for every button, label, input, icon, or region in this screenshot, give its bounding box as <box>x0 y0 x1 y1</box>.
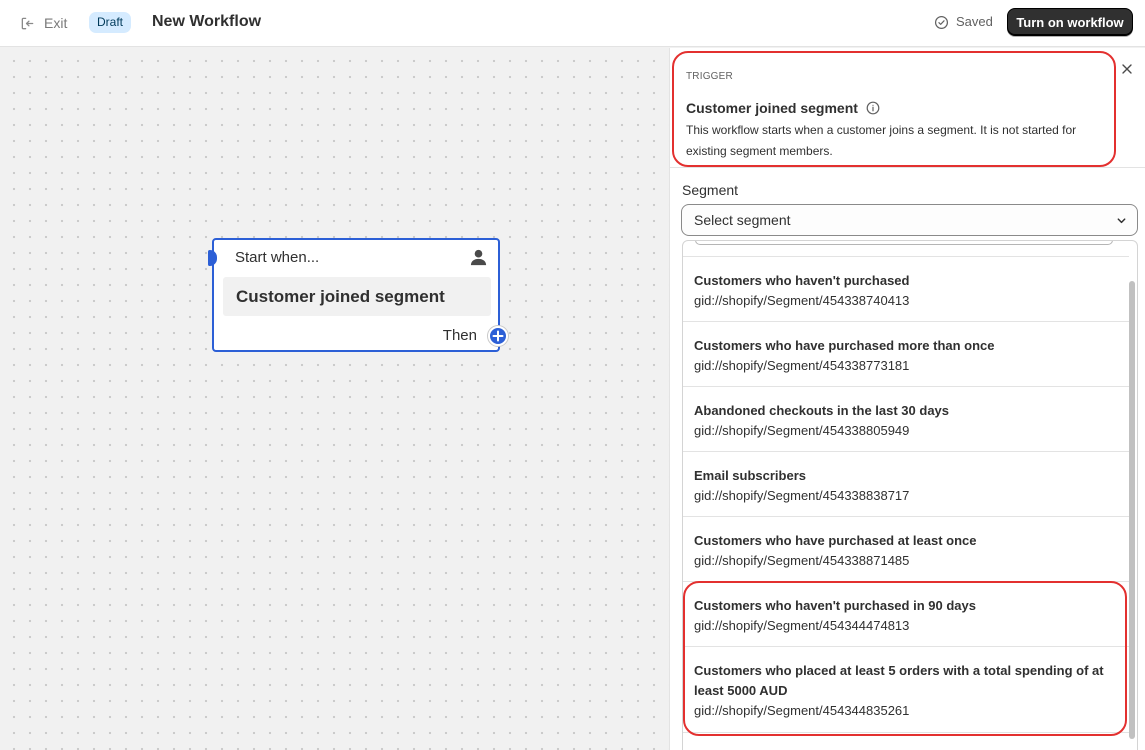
segment-option[interactable] <box>683 452 1129 517</box>
status-badge: Draft <box>89 12 131 33</box>
trigger-title-text: Customer joined segment <box>686 100 858 116</box>
person-icon <box>469 248 488 267</box>
dropdown-scrollbar[interactable] <box>1129 281 1135 739</box>
trigger-description: This workflow starts when a customer joins a segment. It is not started for existing segment members. <box>686 123 1077 158</box>
segment-option-name: Customers who have purchased at least once <box>694 533 977 548</box>
add-step-button[interactable] <box>488 326 508 346</box>
saved-indicator <box>934 13 993 31</box>
segment-option[interactable] <box>683 257 1129 322</box>
segment-list <box>683 257 1129 733</box>
segment-option-id: gid://shopify/Segment/454338805949 <box>694 423 910 438</box>
segment-option[interactable] <box>683 582 1129 647</box>
trigger-section-label: TRIGGER <box>686 71 733 82</box>
segment-option-id: gid://shopify/Segment/454344835261 <box>694 703 910 718</box>
segment-dropdown <box>682 240 1138 750</box>
trigger-node[interactable] <box>212 238 500 352</box>
node-input-connector <box>208 250 217 266</box>
turn-on-workflow-button[interactable]: Turn on workflow <box>1007 8 1133 36</box>
segment-option-id: gid://shopify/Segment/454338740413 <box>694 293 910 308</box>
node-then-label: Then <box>442 327 477 344</box>
segment-option-id: gid://shopify/Segment/454338773181 <box>694 358 910 373</box>
trigger-panel <box>669 48 1145 750</box>
segment-option-id: gid://shopify/Segment/454338871485 <box>694 553 910 568</box>
segment-select[interactable] <box>681 204 1138 236</box>
plus-icon <box>492 330 504 342</box>
panel-divider <box>670 167 1145 168</box>
trigger-title <box>686 100 880 116</box>
top-bar <box>0 0 1145 47</box>
segment-select-value: Select segment <box>694 212 791 228</box>
chevron-down-icon <box>1116 215 1127 226</box>
saved-label: Saved <box>956 14 993 29</box>
segment-option[interactable] <box>683 517 1129 582</box>
segment-option-name: Customers who placed at least 5 orders with a total spending of at least 5000 AUD <box>694 663 1104 698</box>
segment-option[interactable] <box>683 322 1129 387</box>
trigger-info-box <box>672 51 1116 167</box>
segment-option[interactable] <box>683 647 1129 733</box>
page-title: New Workflow <box>152 13 262 30</box>
segment-option[interactable] <box>683 387 1129 452</box>
node-trigger-label: Customer joined segment <box>223 277 491 316</box>
segment-option-id: gid://shopify/Segment/454338838717 <box>694 488 910 503</box>
segment-option-id: gid://shopify/Segment/454344474813 <box>694 618 910 633</box>
exit-label: Exit <box>44 15 68 31</box>
segment-label: Segment <box>682 182 739 198</box>
exit-button[interactable] <box>20 13 67 33</box>
segment-option-name: Customers who haven't purchased in 90 days <box>694 598 976 613</box>
segment-option-name: Customers who have purchased more than once <box>694 338 995 353</box>
close-icon[interactable] <box>1120 62 1134 76</box>
dropdown-search-field[interactable] <box>695 240 1113 245</box>
segment-option-name: Abandoned checkouts in the last 30 days <box>694 403 950 418</box>
segment-option-name: Customers who haven't purchased <box>694 273 910 288</box>
segment-option-name: Email subscribers <box>694 468 806 483</box>
exit-icon <box>20 16 35 31</box>
workflow-canvas[interactable] <box>0 48 669 750</box>
node-header: Start when... <box>235 249 320 266</box>
info-icon[interactable] <box>866 101 880 115</box>
check-circle-icon <box>934 15 949 30</box>
